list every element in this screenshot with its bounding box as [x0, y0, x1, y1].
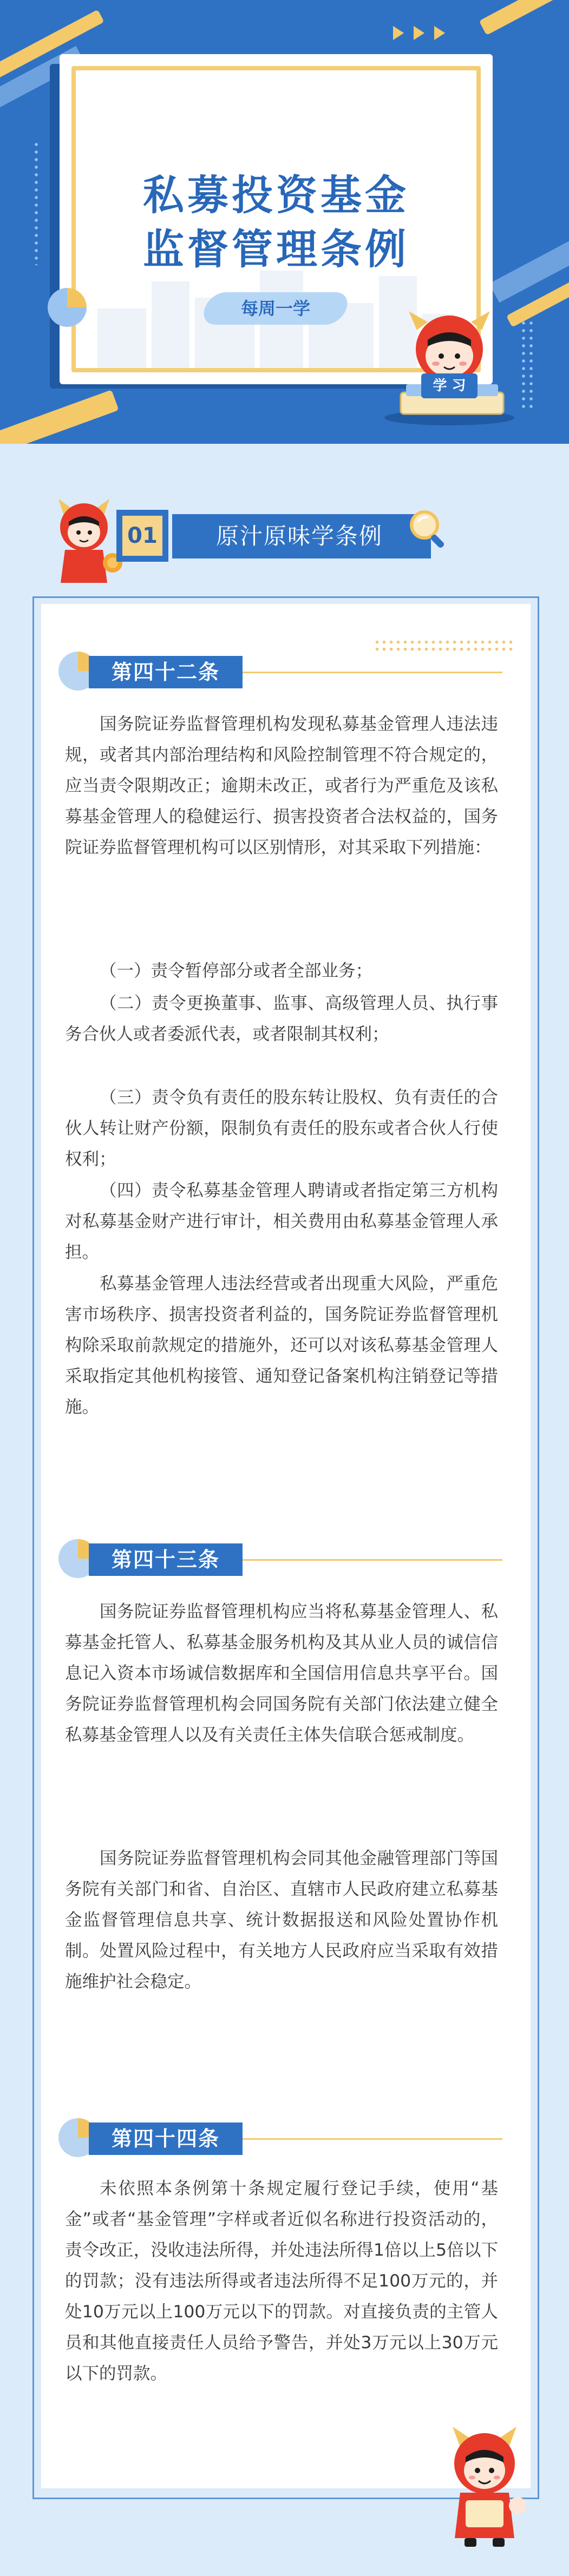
article-44-header — [58, 2116, 362, 2159]
article-42-item-2: （二）责令更换董事、监事、高级管理人员、执行事务合伙人或者委派代表，或者限制其权利； — [65, 994, 498, 1044]
article-44-heading: 第四十四条 — [89, 2122, 243, 2155]
header-stripe-top-right — [479, 0, 569, 35]
dots-decoration — [374, 639, 514, 653]
article-42-item-4: （四）责令私募基金管理人聘请或者指定第三方机构对私募基金财产进行审计，相关费用由私募基金管理人承担。 — [65, 1181, 498, 1262]
article-44-paragraph-1: 未依照本条例第十条规定履行登记手续，使用“基金”或者“基金管理”字样或者近似名称进行投资活动的，责令改正，没收违法所得，并处违法所得1倍以上5倍以下的罚款；没有违法所得或者违法所得不足100万元的，并处10万元以上100万元以下的罚款。对直接负责的主管人员和其他直接责任人员给予警告，并处3万元以上30万元以下的罚款。 — [65, 2179, 498, 2383]
section-number: 01 — [122, 516, 162, 556]
triangle-icon — [434, 26, 445, 40]
page-title-line-1: 私募投资基金 — [143, 171, 409, 219]
triangle-icon — [393, 26, 404, 40]
magnifier-icon — [407, 508, 449, 550]
section-title: 原汁原味学条例 — [215, 523, 383, 549]
mascot-book-label: 学 习 — [433, 378, 466, 394]
header-dots-left — [32, 141, 40, 265]
article-44-divider — [243, 2138, 502, 2140]
article-43-paragraph-1: 国务院证券监督管理机构应当将私募基金管理人、私募基金托管人、私募基金服务机构及其从业人员的诚信信息记入资本市场诚信数据库和全国信用信息共享平台。国务院证券监督管理机构会同国务院有关部门依法建立健全私募基金管理人以及有关责任主体失信联合惩戒制度。 — [65, 1602, 498, 1745]
article-43-divider — [243, 1559, 502, 1561]
article-43-header — [58, 1537, 362, 1580]
article-42-item-1: （一）责令暂停部分或者全部业务； — [100, 961, 373, 981]
header-dots-right — [520, 319, 535, 411]
weekly-study-tag: 每周一学 — [240, 298, 310, 319]
article-42-paragraph-1: 国务院证券监督管理机构发现私募基金管理人违法违规，或者其内部治理结构和风险控制管理不符合规定的，应当责令限期改正；逾期未改正，或者行为严重危及该私募基金管理人的稳健运行、损害投资者合法权益的，国务院证券监督管理机构可以区别情形，对其采取下列措施： — [65, 714, 498, 857]
article-43-heading: 第四十三条 — [89, 1543, 243, 1576]
header-stripe-bottom-left — [0, 390, 119, 444]
mascot-reading-icon — [379, 292, 520, 428]
page-title-line-2: 监督管理条例 — [143, 225, 409, 273]
pie-chart-icon — [48, 288, 87, 327]
mascot-thumbs-up-icon — [433, 2419, 536, 2549]
article-42-item-3: （三）责令负有责任的股东转让股权、负有责任的合伙人转让财产份额，限制负有责任的股东或者合伙人行使权利； — [65, 1088, 498, 1169]
article-42-paragraph-2: 私募基金管理人违法经营或者出现重大风险，严重危害市场秩序、损害投资者利益的，国务院证券监督管理机构除采取前款规定的措施外，还可以对该私募基金管理人采取指定其他机构接管、通知登记备案机构注销登记等措施。 — [65, 1274, 498, 1417]
article-42-header — [58, 649, 362, 693]
article-42-divider — [243, 672, 502, 673]
article-42-heading: 第四十二条 — [89, 656, 243, 688]
triangle-icon — [414, 26, 424, 40]
article-43-paragraph-2: 国务院证券监督管理机构会同其他金融管理部门等国务院有关部门和省、自治区、直辖市人民政府建立私募基金监督管理信息共享、统计数据报送和风险处置协作机制。处置风险过程中，有关地方人民政府应当采取有效措施维护社会稳定。 — [65, 1849, 498, 1992]
